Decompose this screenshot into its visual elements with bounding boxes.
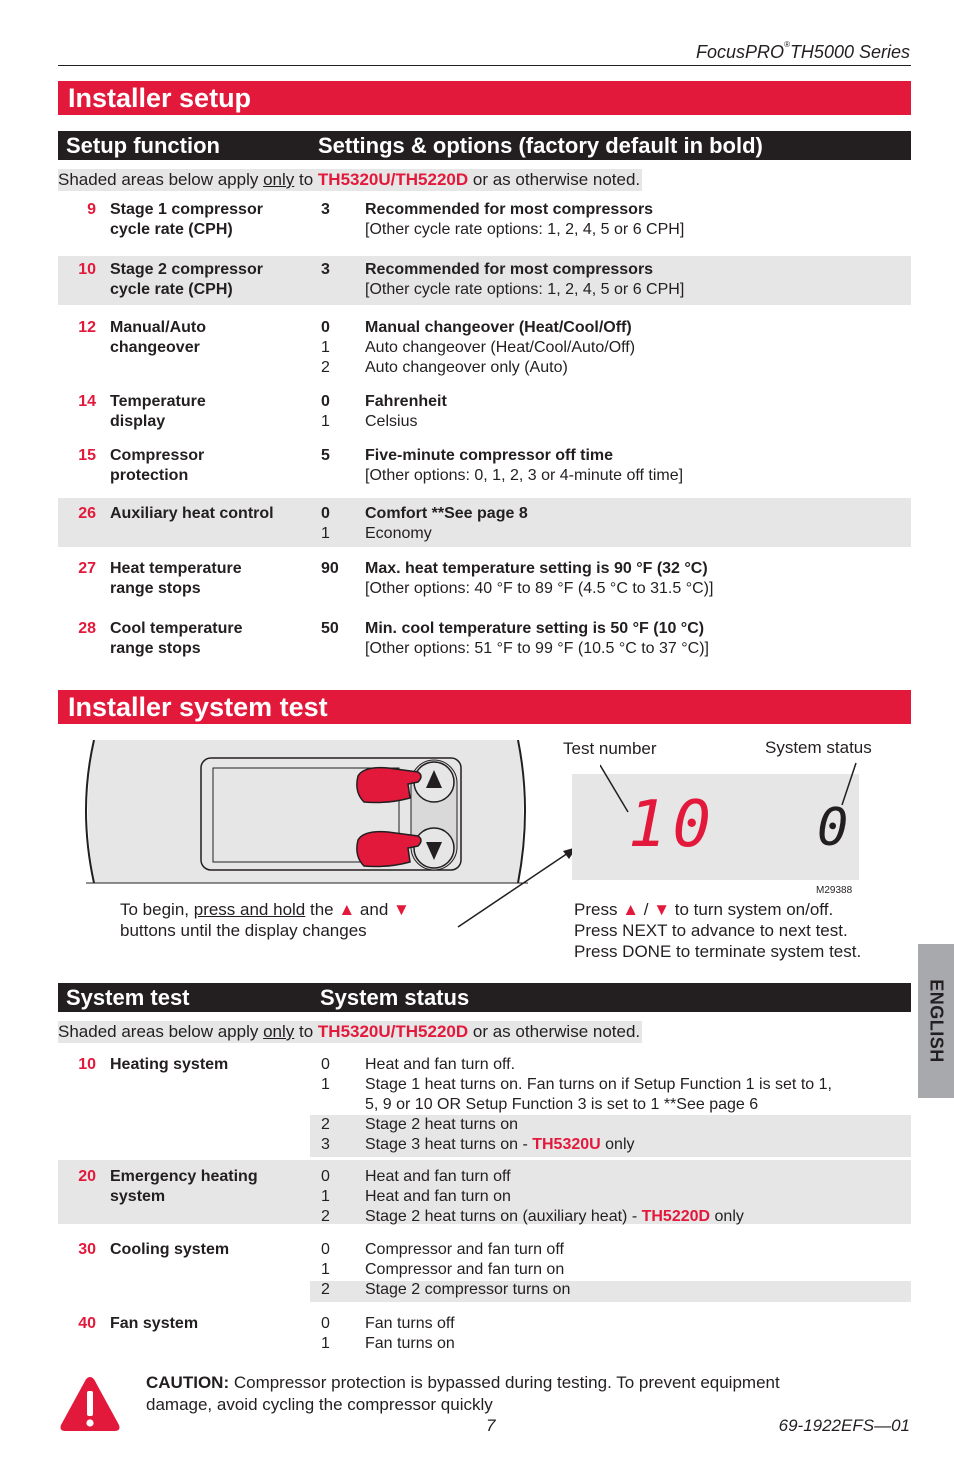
setup-row-function: Temperature display <box>110 393 206 430</box>
setup-row-options: Min. cool temperature setting is 50 °F (10 °C) [Other options: 51 °F to 99 °F (10.5 °C to 37 °C)] <box>365 620 709 657</box>
begin-instruction: To begin, press and hold the ▲ and ▼ buttons until the display changes <box>120 900 410 940</box>
test-row-values: 0 1 2 <box>321 1241 330 1298</box>
test-row-status: Compressor and fan turn off Compressor and fan turn on Stage 2 compressor turns on <box>365 1241 571 1298</box>
setup-row-number: 28 <box>78 620 96 637</box>
test-shade-note: Shaded areas below apply only to TH5320U/TH5220D or as otherwise noted. <box>58 1022 641 1041</box>
setup-row-options: Recommended for most compressors [Other cycle rate options: 1, 2, 4, 5 or 6 CPH] <box>365 201 685 238</box>
setup-row-options: Five-minute compressor off time [Other options: 0, 1, 2, 3 or 4-minute off time] <box>365 447 684 484</box>
setup-col-settings: Settings & options (factory default in bold) <box>318 133 763 158</box>
setup-row-options: Fahrenheit Celsius <box>365 393 447 430</box>
setup-row-value: 3 <box>321 201 330 218</box>
test-number-label: Test number <box>563 739 657 758</box>
test-col-system-test: System test <box>66 985 190 1010</box>
test-col-system-status: System status <box>320 985 470 1010</box>
figure-code: M29388 <box>816 885 853 896</box>
lcd-status-digit: 0 <box>817 798 849 858</box>
setup-row-value: 5 <box>321 447 330 464</box>
test-row-values: 0 1 2 3 <box>321 1056 330 1153</box>
note-text: or as otherwise noted. <box>468 170 641 189</box>
test-row-values: 0 1 <box>321 1315 330 1352</box>
test-row-number: 20 <box>78 1168 96 1185</box>
test-row-number: 10 <box>78 1056 96 1073</box>
up-arrow-icon: ▲ <box>622 900 640 919</box>
setup-row-function: Compressor protection <box>110 447 205 484</box>
setup-row-number: 27 <box>78 560 96 577</box>
test-row-system: Emergency heating system <box>110 1168 258 1205</box>
setup-row-number: 26 <box>78 505 96 522</box>
setup-table-header <box>58 131 911 160</box>
setup-row-function: Stage 2 compressor cycle rate (CPH) <box>110 261 263 298</box>
document-number: 69-1922EFS—01 <box>778 1416 910 1435</box>
header-rule <box>58 65 911 66</box>
series-brand: FocusPRO <box>696 42 785 62</box>
setup-row-function: Stage 1 compressor cycle rate (CPH) <box>110 201 263 238</box>
setup-row-number: 10 <box>78 261 96 278</box>
caution-text: CAUTION: Compressor protection is bypassed during testing. To prevent equipment damage, avoid cycling the compressor quickly <box>146 1373 780 1414</box>
setup-row-value: 90 <box>321 560 339 577</box>
up-arrow-icon: ▲ <box>338 900 356 919</box>
setup-row-function: Heat temperature range stops <box>110 560 242 597</box>
installer-system-test-heading: Installer system test <box>58 690 911 724</box>
test-row-system: Cooling system <box>110 1241 230 1258</box>
setup-row-number: 15 <box>78 447 96 464</box>
warning-triangle-icon <box>58 1374 122 1434</box>
series-title <box>696 42 910 63</box>
system-test-table-header <box>58 983 911 1012</box>
note-only: only <box>263 170 295 189</box>
setup-row-options: Comfort **See page 8 Economy <box>365 505 528 542</box>
system-status-label: System status <box>765 738 872 757</box>
installer-setup-heading: Installer setup <box>58 81 911 115</box>
test-row-system: Heating system <box>110 1056 229 1073</box>
test-row-number: 30 <box>78 1241 96 1258</box>
setup-row-number: 12 <box>78 319 96 336</box>
down-arrow-icon: ▼ <box>393 900 410 919</box>
setup-row-value: 50 <box>321 620 339 637</box>
note-text: Shaded areas below apply <box>58 170 264 189</box>
registered-mark: ® <box>784 40 790 49</box>
setup-row-values: 0 1 <box>321 393 330 430</box>
setup-row-options: Manual changeover (Heat/Cool/Off) Auto changeover (Heat/Cool/Auto/Off) Auto changeover only (Auto) <box>365 319 636 376</box>
setup-row-function: Manual/Auto changeover <box>110 319 206 356</box>
setup-row-number: 14 <box>78 393 96 410</box>
note-text: to <box>294 170 318 189</box>
test-row-number: 40 <box>78 1315 96 1332</box>
setup-row-options: Max. heat temperature setting is 90 °F (32 °C) [Other options: 40 °F to 89 °F (4.5 °C to 31.5 °C)] <box>365 560 714 597</box>
setup-shade-note <box>58 169 642 191</box>
setup-row-function: Cool temperature range stops <box>110 620 243 657</box>
setup-row-values: 0 1 <box>321 505 330 542</box>
down-arrow-icon: ▼ <box>653 900 671 919</box>
test-row-status: Fan turns off Fan turns on <box>365 1315 455 1352</box>
test-row-status: Heat and fan turn off. Stage 1 heat turns on. Fan turns on if Setup Function 1 is set to 1, 5, 9 or 10 OR Setup Function 3 is set to 1 **See page 6 Stage 2 heat turns on Stage 3 heat turns on - TH5320U only <box>365 1056 832 1153</box>
test-row-system: Fan system <box>110 1315 199 1332</box>
test-row-status: Heat and fan turn off Heat and fan turn on Stage 2 heat turns on (auxiliary heat) - TH5220D only <box>365 1168 744 1225</box>
press-instructions: Press ▲ / ▼ to turn system on/off. Press NEXT to advance to next test. Press DONE to terminate system test. <box>574 900 862 961</box>
setup-row-function: Auxiliary heat control <box>110 505 274 522</box>
page-number: 7 <box>486 1416 496 1435</box>
test-row-values: 0 1 2 <box>321 1168 330 1225</box>
setup-row-number: 9 <box>87 201 96 218</box>
lcd-test-number: 10 <box>628 788 718 862</box>
setup-row-values: 0 1 2 <box>321 319 330 376</box>
setup-row-options: Recommended for most compressors [Other cycle rate options: 1, 2, 4, 5 or 6 CPH] <box>365 261 685 298</box>
setup-row-value: 3 <box>321 261 330 278</box>
setup-col-function: Setup function <box>66 133 220 158</box>
note-models: TH5320U/TH5220D <box>317 170 469 189</box>
series-model: TH5000 Series <box>789 42 910 62</box>
language-tab: ENGLISH <box>918 944 954 1098</box>
